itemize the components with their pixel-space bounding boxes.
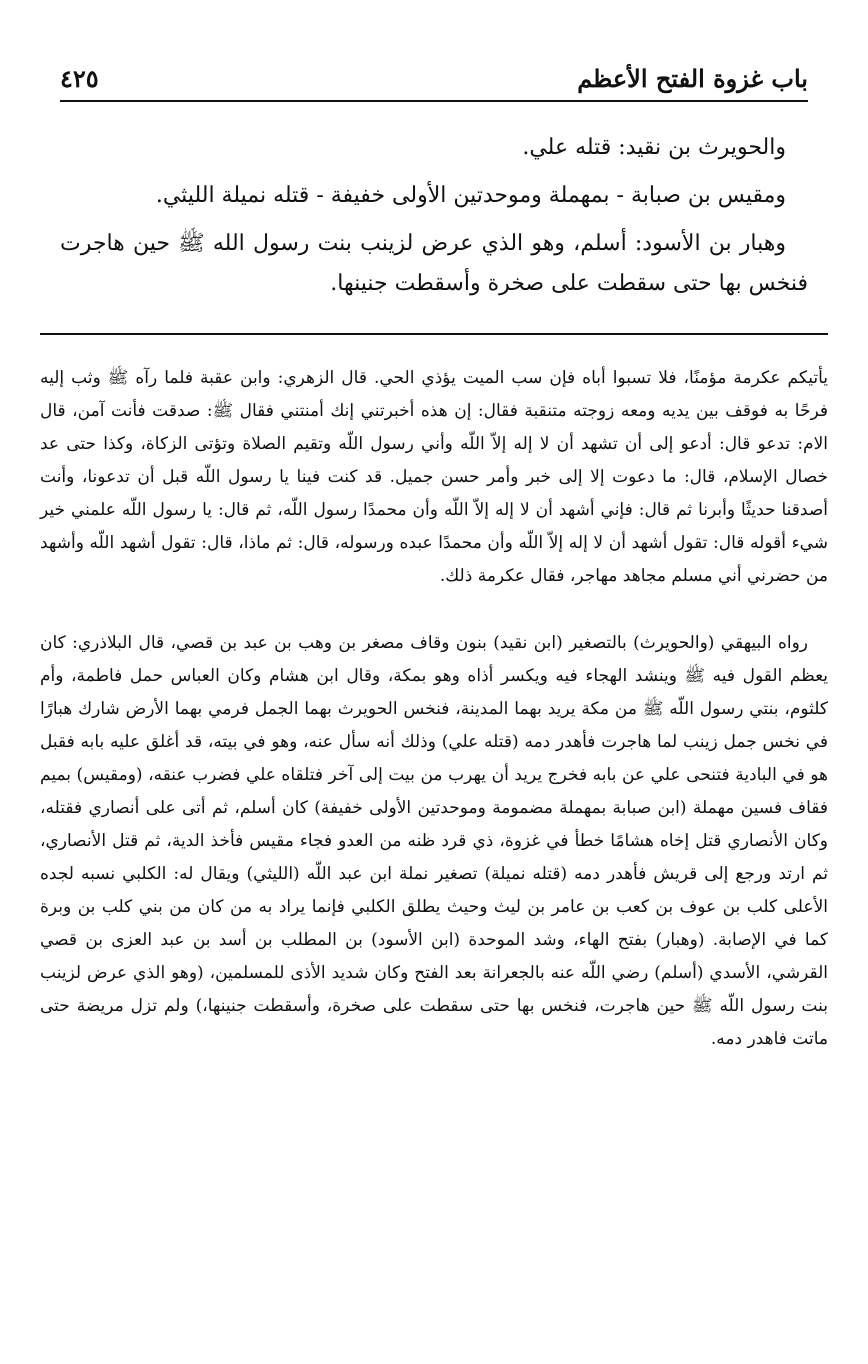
- section-divider: [40, 333, 828, 335]
- page-header: [60, 56, 808, 102]
- commentary-paragraph: رواه البيهقي (والحويرث) بالتصغير (ابن نقيد) بنون وقاف مصغر بن وهب بن عبد بن قصي، قال البلاذري: كان يعظم القول فيه ﷺ وينشد الهجاء فيه ويكسر أذاه وهو بمكة، وقال ابن هشام وكان العباس حمل فاطمة، وأم كلثوم، بنتي رسول اللّه ﷺ من مكة يريد بهما المدينة، فنخس الحويرث بهما الجمل فرمي بهما الأرض شارك هبارًا في نخس جمل زينب لما هاجرت فأهدر دمه (قتله علي) وذلك أنه سأل عنه، وهو في بيته، قد أغلق عليه بابه فقبل هو في البادية فتنحى علي عن بابه فخرج يريد أن يهرب من بيت إلى آخر فتلقاه علي فضرب عنقه، (ومقيس) بميم فقاف فسين مهملة (ابن صبابة بمهملة مضمومة وموحدتين الأولى خفيفة) كان أسلم، ثم أتى على أنصاري فقتله، وكان الأنصاري قتل إخاه هشامًا خطأ في غزوة، ذي قرد ظنه من العدو فجاء مقيس فأخذ الدية، ثم قتل الأنصاري، ثم ارتد ورجع إلى قريش فأهدر دمه (قتله نميلة) تصغير نملة ابن عبد اللّه (الليثي) ويقال له: الكلبي نسبه لجده الأعلى كلب بن عوف بن كعب بن عامر بن ليث وحيث يطلق الكلبي فإنما يراد به من كان من بني كلب بن وبرة كما في الإصابة. (وهبار) بفتح الهاء، وشد الموحدة (ابن الأسود) بن المطلب بن أسد بن عبد العزى بن قصي القرشي، الأسدي (أسلم) رضي اللّه عنه بالجعرانة بعد الفتح وكان شديد الأذى للمسلمين، (وهو الذي عرض لزينب بنت رسول اللّه ﷺ حين هاجرت، فنخس بها حتى سقطت على صخرة، وأسقطت جنينها،) ولم تزل مريضة حتى ماتت فاهدر دمه.: [40, 633, 828, 1049]
- page-number: ٤٢٥: [60, 63, 99, 93]
- commentary-text: [40, 362, 828, 1056]
- main-paragraph: وهبار بن الأسود: أسلم، وهو الذي عرض لزينب بنت رسول الله ﷺ حين هاجرت فنخس بها حتى سقطت على صخرة وأسقطت جنينها.: [60, 231, 808, 296]
- commentary-paragraph: يأتيكم عكرمة مؤمنًا، فلا تسبوا أباه فإن سب الميت يؤذي الحي. قال الزهري: وابن عقبة فلما رآه ﷺ وثب إليه فرحًا به فوقف بين يديه ومعه زوجته متنقبة فقال: إن هذه أخبرتني إنك أمنتني فقال ﷺ: صدقت فأنت آمن، قال الام: تدعو قال: أدعو إلى أن تشهد أن لا إله إلاّ اللّه وأني رسول اللّه وتقيم الصلاة وتؤتى الزكاة، وكذا حتى عد خصال الإسلام، قال: ما دعوت إلا إلى خبر وأمر حسن جميل. قد كنت فينا يا رسول اللّه قبل أن تدعونا، وأنت أصدقنا حديثًا وأبرنا ثم قال: فإني أشهد أن لا إله إلاّ اللّه وأن محمدًا رسول اللّه، ثم قال: يا رسول اللّه علمني خير شيء أقوله قال: تقول أشهد أن لا إله إلاّ اللّه وأن محمدًا عبده ورسوله، قال: ثم ماذا، قال: تقول أشهد اللّه وأشهد من حضرني أني مسلم مجاهد مهاجر، فقال عكرمة ذلك.: [40, 368, 829, 586]
- main-paragraph: والحويرث بن نقيد: قتله علي.: [522, 135, 786, 160]
- chapter-title: باب غزوة الفتح الأعظم: [577, 63, 808, 93]
- main-paragraph: ومقيس بن صبابة - بمهملة وموحدتين الأولى خفيفة - قتله نميلة الليثي.: [155, 183, 786, 208]
- main-text: [60, 128, 808, 312]
